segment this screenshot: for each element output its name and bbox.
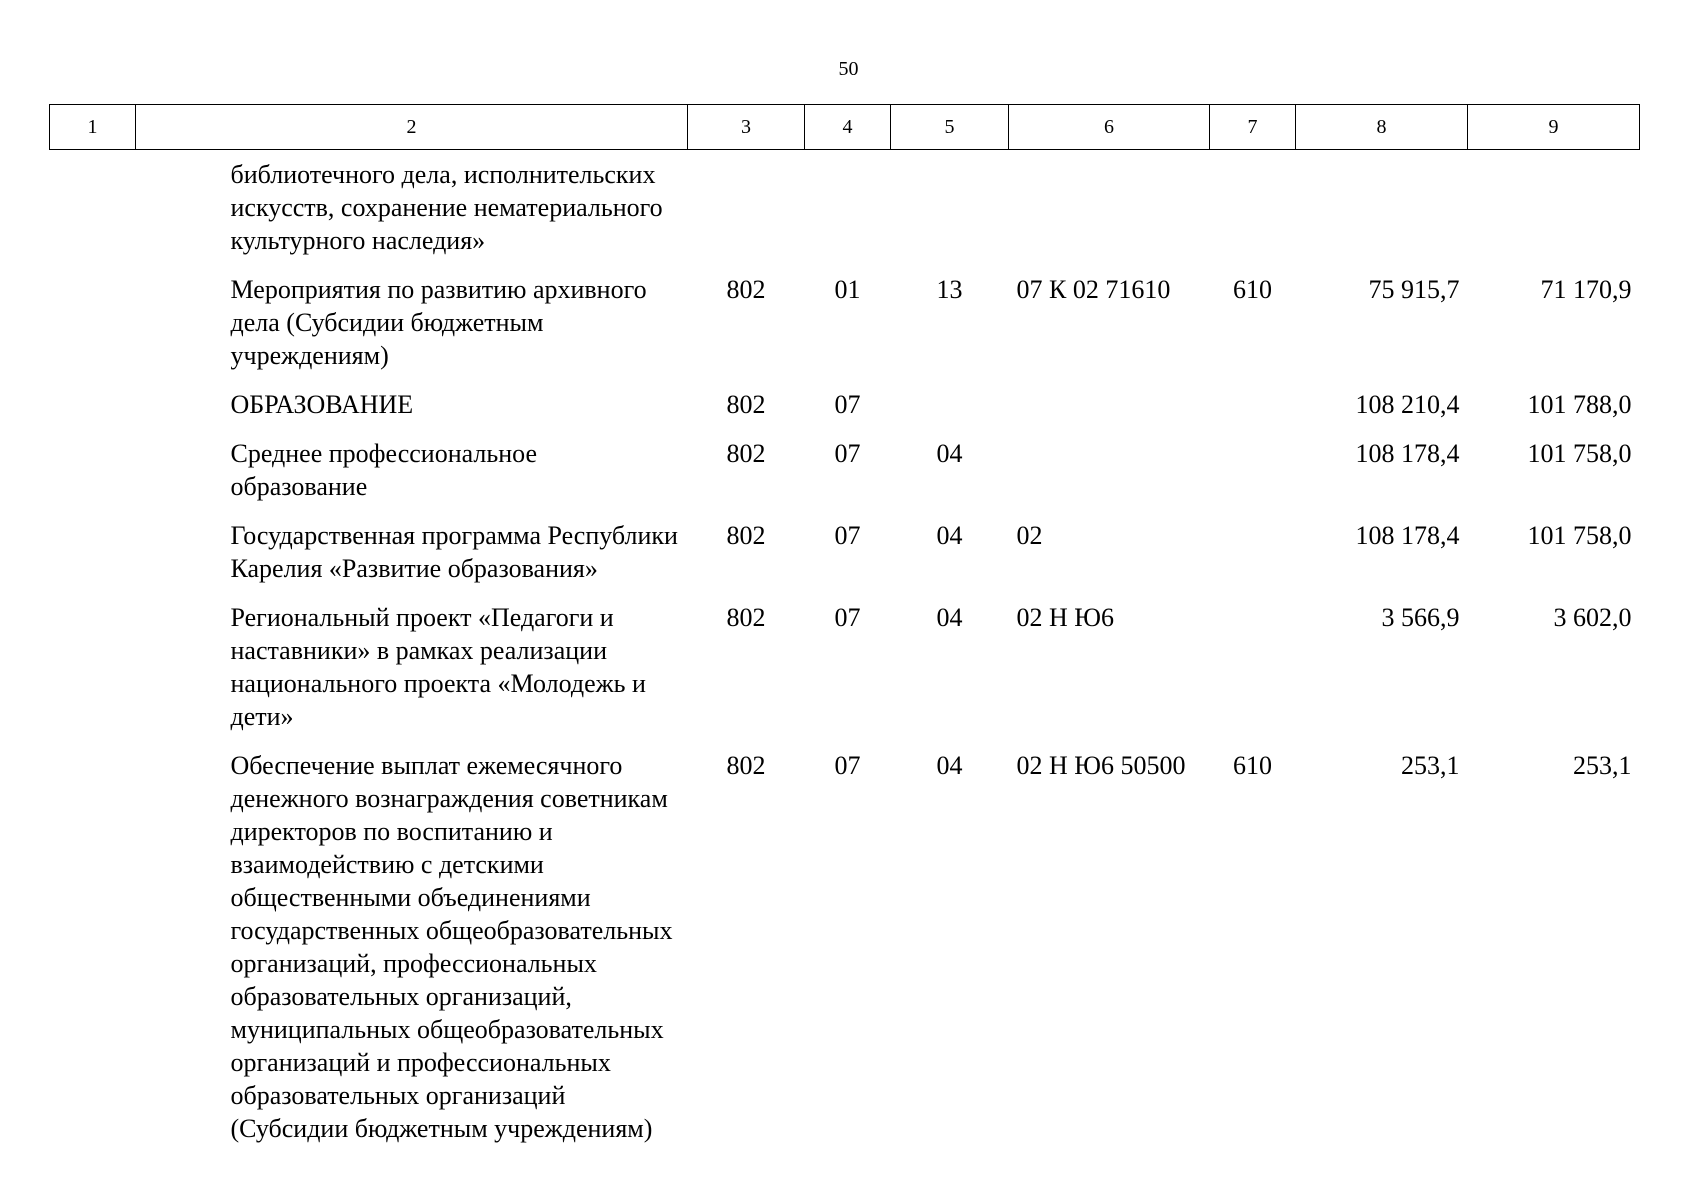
cell-c6 — [1009, 372, 1210, 421]
cell-c7: 610 — [1233, 275, 1272, 304]
cell-c3: 802 — [726, 390, 766, 419]
cell-c1 — [50, 257, 136, 372]
column-header-2: 2 — [136, 105, 688, 150]
column-header-9: 9 — [1468, 105, 1640, 150]
cell-c3: 802 — [726, 521, 766, 550]
cell-c5: 13 — [936, 275, 963, 304]
column-header-5: 5 — [891, 105, 1009, 150]
table-row — [50, 257, 1640, 372]
table-row — [50, 733, 1640, 1145]
table-row — [50, 150, 1640, 258]
cell-c4 — [805, 150, 891, 258]
cell-c4: 07 — [834, 439, 861, 468]
cell-c8: 3 566,9 — [1381, 603, 1460, 632]
column-header-4: 4 — [805, 105, 891, 150]
cell-c9: 101 788,0 — [1527, 390, 1632, 419]
cell-c8: 75 915,7 — [1368, 275, 1460, 304]
cell-c6: 02 — [1016, 521, 1043, 550]
cell-c4: 01 — [834, 275, 861, 304]
cell-c5 — [891, 372, 1009, 421]
table-row — [50, 503, 1640, 585]
cell-c8: 108 178,4 — [1355, 521, 1460, 550]
cell-c8: 108 210,4 — [1355, 390, 1460, 419]
column-header-1: 1 — [50, 105, 136, 150]
cell-c3: 802 — [726, 751, 766, 780]
cell-c5: 04 — [936, 521, 963, 550]
cell-c5 — [891, 150, 1009, 258]
cell-name: ОБРАЗОВАНИЕ — [230, 390, 414, 419]
cell-c7 — [1210, 421, 1296, 503]
table-row — [50, 421, 1640, 503]
cell-c9: 3 602,0 — [1553, 603, 1632, 632]
cell-c4: 07 — [834, 603, 861, 632]
cell-name: Обеспечение выплат ежемесячного денежного вознаграждения советникам директоров по воспитанию и взаимодействию с детскими общественными объединениями государственных общеобразовательных организаций, профессиональных образовательных организаций, муниципальных общеобразовательных организаций и профессиональных образовательных организаций (Субсидии бюджетным учреждениям) — [230, 751, 673, 1143]
table-header — [50, 105, 1640, 150]
cell-c7 — [1210, 150, 1296, 258]
cell-c9: 253,1 — [1573, 751, 1632, 780]
cell-c1 — [50, 150, 136, 258]
cell-c6 — [1009, 421, 1210, 503]
table-body — [50, 150, 1640, 1146]
cell-c5: 04 — [936, 603, 963, 632]
cell-c1 — [50, 421, 136, 503]
cell-c5: 04 — [936, 439, 963, 468]
page-number: 50 — [838, 58, 859, 80]
cell-c8 — [1296, 150, 1468, 258]
cell-c3: 802 — [726, 603, 766, 632]
cell-c3: 802 — [726, 275, 766, 304]
cell-c9: 101 758,0 — [1527, 439, 1632, 468]
cell-c5: 04 — [936, 751, 963, 780]
cell-c4: 07 — [834, 751, 861, 780]
table-row — [50, 585, 1640, 733]
cell-c4: 07 — [834, 390, 861, 419]
cell-c1 — [50, 585, 136, 733]
cell-name: Региональный проект «Педагоги и наставники» в рамках реализации национального проекта «Молодежь и дети» — [230, 603, 646, 731]
cell-c4: 07 — [834, 521, 861, 550]
cell-name: Государственная программа Республики Карелия «Развитие образования» — [230, 521, 678, 583]
cell-c9: 101 758,0 — [1527, 521, 1632, 550]
header-row — [50, 105, 1640, 150]
cell-name: библиотечного дела, исполнительских искусств, сохранение нематериального культурного наследия» — [230, 160, 663, 255]
cell-c1 — [50, 733, 136, 1145]
column-header-7: 7 — [1210, 105, 1296, 150]
cell-c7: 610 — [1233, 751, 1272, 780]
cell-c1 — [50, 503, 136, 585]
column-header-3: 3 — [688, 105, 805, 150]
cell-c6: 07 К 02 71610 — [1016, 275, 1171, 304]
column-header-8: 8 — [1296, 105, 1468, 150]
cell-c6 — [1009, 150, 1210, 258]
cell-name: Мероприятия по развитию архивного дела (Субсидии бюджетным учреждениям) — [230, 275, 647, 370]
cell-c9 — [1468, 150, 1640, 258]
cell-c1 — [50, 372, 136, 421]
table-row — [50, 372, 1640, 421]
cell-c7 — [1210, 372, 1296, 421]
cell-c9: 71 170,9 — [1540, 275, 1632, 304]
cell-c3: 802 — [726, 439, 766, 468]
cell-c6: 02 Н Ю6 50500 — [1016, 751, 1186, 780]
column-header-6: 6 — [1009, 105, 1210, 150]
cell-c6: 02 Н Ю6 — [1016, 603, 1114, 632]
cell-c8: 253,1 — [1401, 751, 1460, 780]
cell-name: Среднее профессиональное образование — [230, 439, 537, 501]
cell-c8: 108 178,4 — [1355, 439, 1460, 468]
cell-c3 — [688, 150, 805, 258]
budget-table — [49, 104, 1640, 1145]
cell-c7 — [1210, 503, 1296, 585]
cell-c7 — [1210, 585, 1296, 733]
